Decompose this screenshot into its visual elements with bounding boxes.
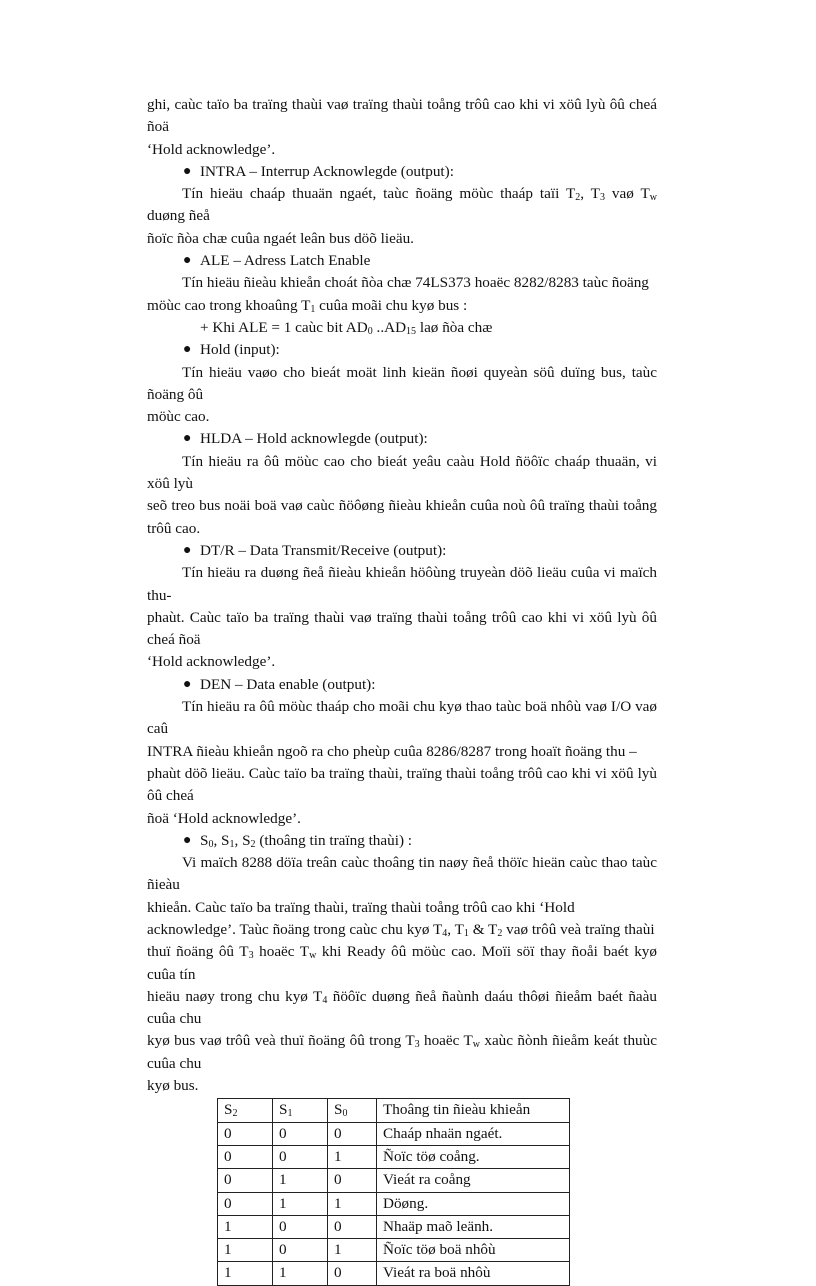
bullet-icon: ● — [183, 342, 192, 358]
bullet-icon: ● — [183, 832, 192, 848]
paragraph-line: Tín hieäu vaøo cho bieát moät linh kieän ñoøi quyeàn söû duïng bus, taùc ñoäng ôû — [147, 363, 657, 403]
table-cell: 1 — [328, 1145, 377, 1168]
table-cell: 0 — [273, 1239, 328, 1262]
table-cell: Ñoïc töø coång. — [377, 1145, 570, 1168]
paragraph-line: Tín hieäu chaáp thuaän ngaét, taùc ñoäng möùc thaáp taïi $T_2$, $T_3$ vaø $T_w$ duøng ñeå — [147, 185, 657, 225]
table-row — [218, 1145, 570, 1168]
table-row — [218, 1122, 570, 1145]
table-cell: Vieát ra boä nhôù — [377, 1262, 570, 1285]
document-page — [147, 94, 657, 1286]
paragraph-line: khieån. Caùc taïo ba traïng thaùi, traïng thaùi toång trôû cao khi ‘Hold — [147, 898, 575, 916]
paragraph-line: ñoä ‘Hold acknowledge’. — [147, 809, 301, 827]
paragraph-line: möùc cao trong khoaûng $T_1$ cuûa moãi chu kyø bus : — [147, 296, 468, 315]
paragraph-line: acknowledge’. Taùc ñoäng trong caùc chu kyø $T_4$, $T_1$ & $T_2$ vaø trôû veà traïng thaùi — [147, 920, 655, 939]
bullet-ale: ● ALE – Adress Latch Enable — [147, 250, 657, 272]
paragraph-line: Tín hieäu ra duøng ñeå ñieàu khieån höôùng truyeàn döõ lieäu cuûa vi maïch thu- — [147, 564, 657, 604]
table-cell: 0 — [273, 1122, 328, 1145]
paragraph-line: INTRA ñieàu khieån ngoõ ra cho pheùp cuûa 8286/8287 trong hoaït ñoäng thu – — [147, 742, 637, 760]
table-cell: 1 — [218, 1215, 273, 1238]
plus-line: + Khi ALE = 1 caùc bit $AD_0$ $..AD_{15}$ laø ñòa chæ — [200, 318, 493, 337]
paragraph-line: Tín hieäu ñieàu khieån choát ñòa chæ 74LS373 hoaëc 8282/8283 taùc ñoäng — [182, 274, 649, 292]
table-cell: 0 — [328, 1215, 377, 1238]
bullet-icon: ● — [183, 542, 192, 558]
paragraph-line: ñoïc ñòa chæ cuûa ngaét leân bus döõ lieäu. — [147, 229, 414, 247]
table-cell: 0 — [328, 1122, 377, 1145]
table-cell: 1 — [218, 1239, 273, 1262]
table-cell: 1 — [328, 1239, 377, 1262]
paragraph-line: phaùt. Caùc taïo ba traïng thaùi vaø traïng thaùi toång trôû cao khi vi xöû lyù ôû cheá ñoä — [147, 608, 657, 649]
table-cell: 0 — [328, 1262, 377, 1285]
bullet-icon: ● — [183, 253, 192, 269]
paragraph-line: hieäu naøy trong chu kyø $T_4$ ñöôïc duøng ñeå ñaùnh daáu thôøi ñieåm baét ñaàu cuûa chu — [147, 987, 657, 1028]
paragraph-line: ‘Hold acknowledge’. — [147, 653, 276, 671]
bullet-icon: ● — [183, 163, 192, 179]
paragraph-line: möùc cao. — [147, 408, 210, 426]
table-cell: 0 — [218, 1145, 273, 1168]
bullet-intra: ● INTRA – Interrup Acknowlegde (output): — [147, 161, 657, 183]
paragraph-line: Tín hieäu ra ôû möùc thaáp cho moãi chu kyø thao taùc boä nhôù vaø I/O vaø caû — [147, 698, 657, 738]
table-row — [218, 1262, 570, 1285]
table-cell: Nhaäp maõ leänh. — [377, 1215, 570, 1238]
table-row — [218, 1215, 570, 1238]
table-cell: Döøng. — [377, 1192, 570, 1215]
paragraph-line: ghi, caùc taïo ba traïng thaùi vaø traïng thaùi toång trôû cao khi vi xöû lyù ôû cheá ñoä — [147, 96, 657, 136]
paragraph-line: Tín hieäu ra ôû möùc cao cho bieát yeâu caàu Hold ñöôïc chaáp thuaän, vi xöû lyù — [147, 452, 657, 493]
table-row — [218, 1169, 570, 1192]
bullet-den: ● DEN – Data enable (output): — [147, 674, 657, 696]
bullet-status: ● $S_0$, $S_1$, $S_2$ (thoâng tin traïng thaùi) : — [147, 830, 657, 852]
table-cell: Ñoïc töø boä nhôù — [377, 1239, 570, 1262]
table-cell: 1 — [218, 1262, 273, 1285]
paragraph-line: thuï ñoäng ôû $T_3$ hoaëc $T_w$ khi Ready ôû möùc cao. Moïi söï thay ñoåi baét kyø cuûa tín — [147, 943, 657, 983]
table-cell: 0 — [328, 1169, 377, 1192]
bullet-hold: ● Hold (input): — [147, 339, 657, 361]
table-row — [218, 1192, 570, 1215]
table-cell: 1 — [273, 1262, 328, 1285]
table-cell: 0 — [218, 1192, 273, 1215]
paragraph-line: kyø bus vaø trôû veà thuï ñoäng ôû trong $T_3$ hoaëc $T_w$ xaùc ñònh ñieåm keát thuùc cuûa chu — [147, 1032, 657, 1072]
table-cell: 0 — [273, 1145, 328, 1168]
table-cell: 0 — [218, 1122, 273, 1145]
table-cell: 0 — [273, 1215, 328, 1238]
table-cell: 1 — [328, 1192, 377, 1215]
table-cell: 0 — [218, 1169, 273, 1192]
table-cell: 1 — [273, 1169, 328, 1192]
paragraph-line: seõ treo bus noäi boä vaø caùc ñöôøng ñieàu khieån cuûa noù ôû traïng thaùi toång trôû cao. — [147, 497, 657, 537]
paragraph-line: Vi maïch 8288 döïa treân caùc thoâng tin naøy ñeå thöïc hieän caùc thao taùc ñieàu — [147, 854, 657, 894]
paragraph-line: kyø bus. — [147, 1077, 199, 1095]
table-row — [218, 1239, 570, 1262]
bullet-hlda: ● HLDA – Hold acknowlegde (output): — [147, 428, 657, 450]
header-control-info: Thoâng tin ñieàu khieån — [377, 1099, 570, 1122]
header-s0: $S_0$ — [328, 1099, 377, 1122]
table-cell: Vieát ra coång — [377, 1169, 570, 1192]
paragraph-line: phaùt döõ lieäu. Caùc taïo ba traïng thaùi, traïng thaùi toång trôû cao khi vi xöû lyù ôû cheá — [147, 764, 657, 805]
bullet-icon: ● — [183, 431, 192, 447]
header-s2: $S_2$ — [218, 1099, 273, 1122]
table-header-row — [218, 1099, 570, 1122]
paragraph-line: ‘Hold acknowledge’. — [147, 140, 276, 158]
table-cell: Chaáp nhaän ngaét. — [377, 1122, 570, 1145]
bullet-icon: ● — [183, 676, 192, 692]
header-s1: $S_1$ — [273, 1099, 328, 1122]
status-signal-table — [217, 1098, 570, 1285]
table-cell: 1 — [273, 1192, 328, 1215]
bullet-dtr: ● DT/R – Data Transmit/Receive (output): — [147, 540, 657, 562]
